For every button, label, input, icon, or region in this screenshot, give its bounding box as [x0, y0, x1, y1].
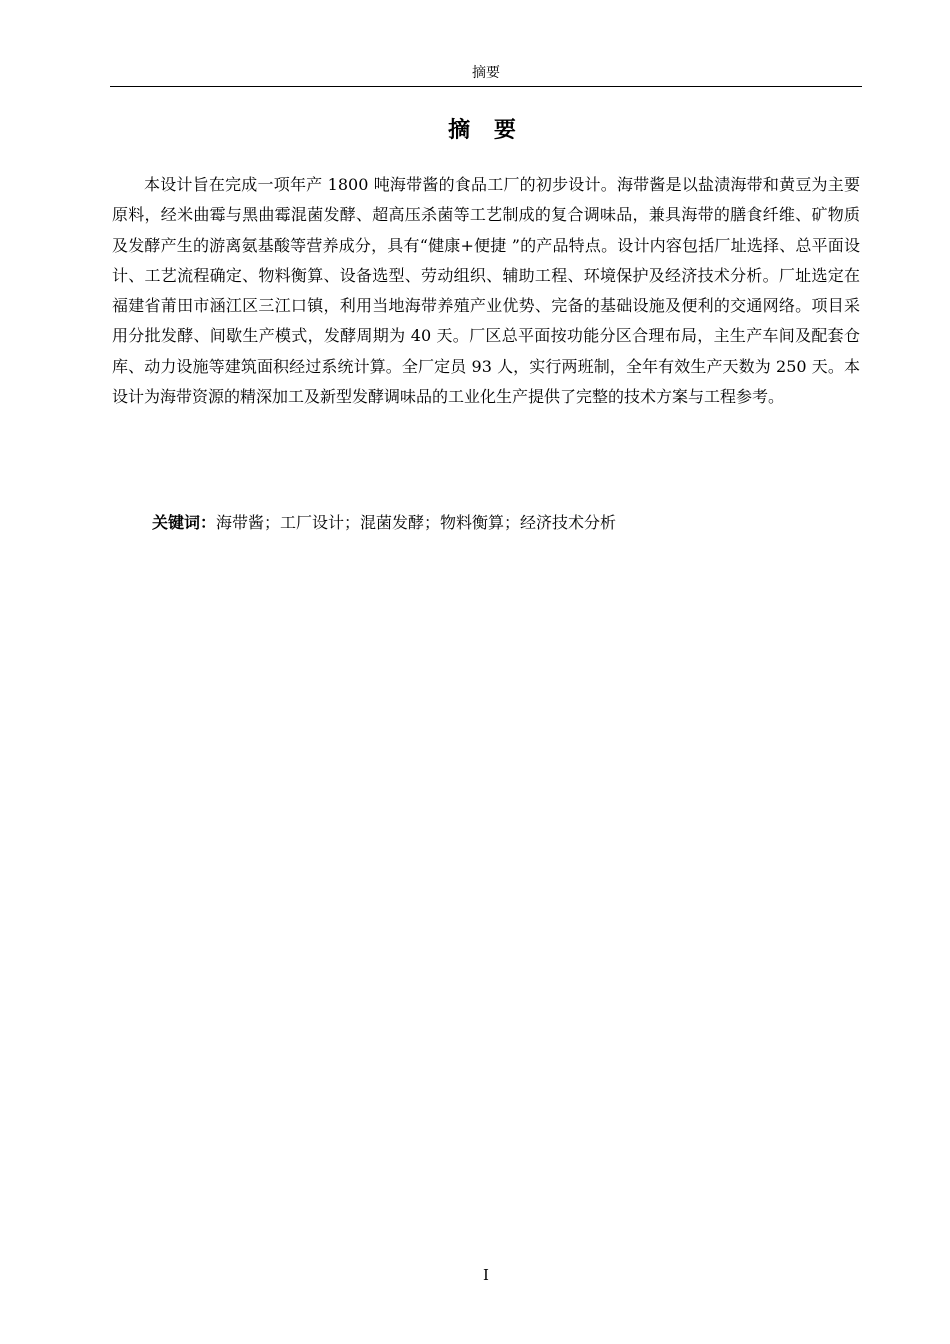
keywords-label: 关键词： [152, 513, 217, 532]
page-number: I [483, 1266, 489, 1284]
abstract-body: 本设计旨在完成一项年产 1800 吨海带酱的食品工厂的初步设计。海带酱是以盐渍海带和黄豆为主要原料，经米曲霉与黑曲霉混菌发酵、超高压杀菌等工艺制成的复合调味品，兼具海带的膳食纤维、矿物质及发酵产生的游离氨基酸等营养成分，具有“健康+便捷 ”的产品特点。设计内容包括厂址选择、总平面设计、工艺流程确定、物料衡算、设备选型、劳动组织、辅助工程、环境保护及经济技术分析。厂址选定在福建省莆田市涵江区三江口镇，利用当地海带养殖产业优势、完备的基础设施及便利的交通网络。项目采用分批发酵、间歇生产模式，发酵周期为 40 天。厂区总平面按功能分区合理布局，主生产车间及配套仓库、动力设施等建筑面积经过系统计算。全厂定员 93 人，实行两班制，全年有效生产天数为 250 天。本设计为海带资源的精深加工及新型发酵调味品的工业化生产提供了完整的技术方案与工程参考。 [112, 175, 860, 407]
header-rule [110, 86, 862, 87]
page-title: 摘 要 [448, 118, 524, 143]
running-header: 摘要 [472, 65, 500, 81]
keywords-line [152, 508, 860, 538]
keywords-value: 海带酱；工厂设计；混菌发酵；物料衡算；经济技术分析 [216, 513, 617, 532]
